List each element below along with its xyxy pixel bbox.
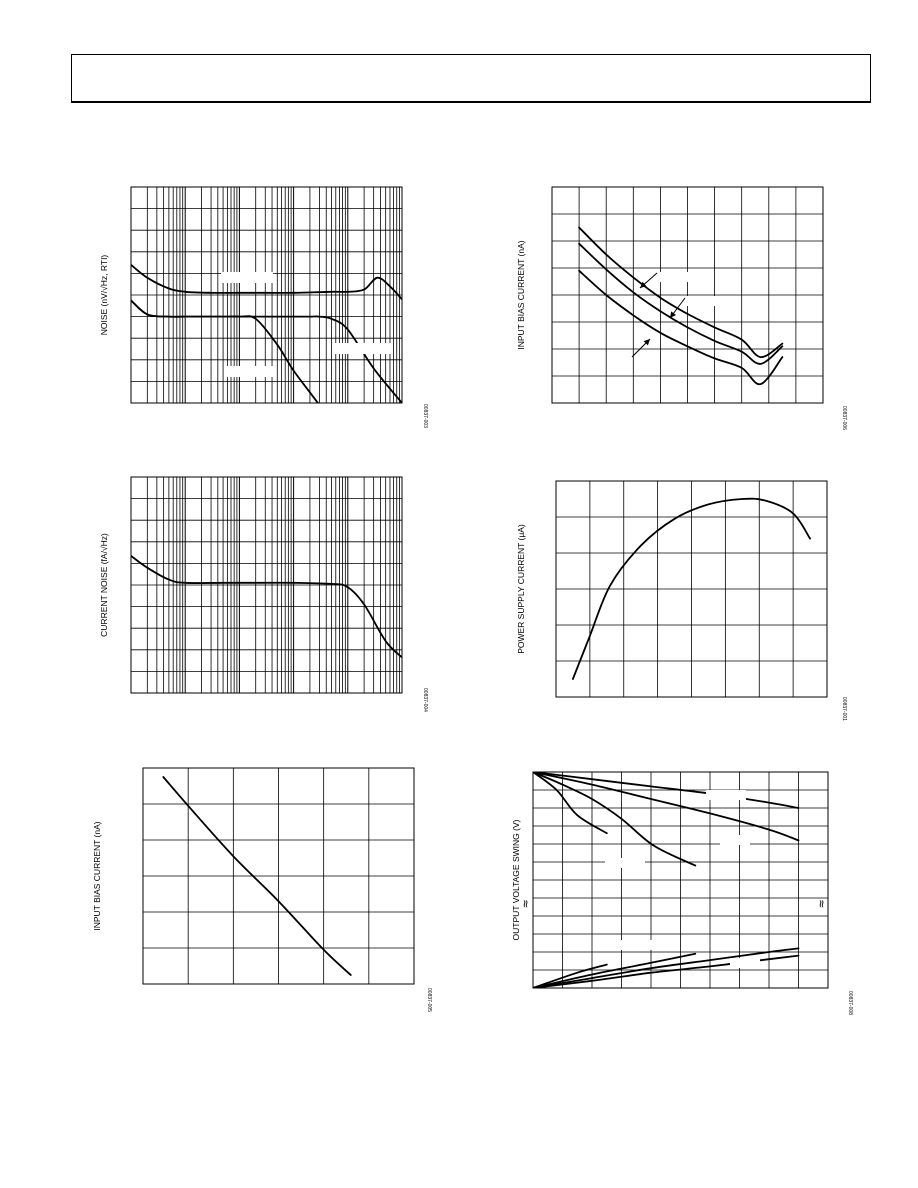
blank-annotation: [225, 366, 273, 377]
axis-break-mark: ≈: [815, 899, 828, 909]
series-line-2: [131, 300, 402, 532]
y-axis-label: POWER SUPPLY CURRENT (μA): [516, 524, 526, 654]
chart-current-noise: [99, 477, 428, 712]
figure-code: 00837-003: [422, 404, 428, 428]
series-line-6: [533, 948, 799, 988]
annotation-arrowhead: [670, 311, 676, 318]
figure-code: 00837-005: [426, 988, 432, 1012]
blank-annotation: [335, 343, 391, 354]
chart-bias-current-vs-temp-three: [516, 187, 847, 430]
figure-code: 00837-001: [841, 697, 847, 721]
blank-annotation: [605, 858, 645, 868]
chart-power-supply-current: [516, 481, 847, 721]
blank-annotation: [660, 272, 712, 282]
blank-annotation: [615, 940, 655, 950]
series-group: [579, 228, 782, 385]
chart-output-voltage-swing: [511, 772, 853, 1015]
chart-bias-current-vs-x: [92, 768, 432, 1012]
figure-code: 00837-004: [422, 688, 428, 712]
series-line-2: [533, 772, 695, 866]
y-axis-label: INPUT BIAS CURRENT (nA): [516, 240, 526, 350]
series-group: [131, 265, 402, 533]
series-line-1: [579, 228, 782, 358]
figure-code: 00837-006: [841, 406, 847, 430]
series-line-3: [579, 271, 782, 385]
series-line-8: [533, 965, 607, 988]
figure-code: 00837-008: [847, 991, 853, 1015]
y-axis-label: INPUT BIAS CURRENT (nA): [92, 821, 102, 931]
blank-annotation: [720, 835, 750, 845]
chart-voltage-noise: [99, 187, 428, 533]
series-line-3: [533, 772, 799, 840]
blank-annotation: [730, 958, 760, 968]
blank-annotation: [221, 272, 273, 283]
y-axis-label: NOISE (nV/√Hz, RTI): [99, 254, 109, 336]
series-line-1: [533, 772, 607, 833]
y-axis-label: OUTPUT VOLTAGE SWING (V): [511, 819, 521, 941]
blank-annotation: [687, 296, 731, 306]
y-axis-label: CURRENT NOISE (fA/√Hz): [99, 533, 109, 637]
blank-annotation: [706, 790, 746, 800]
axis-break-mark: ≈: [519, 899, 532, 909]
